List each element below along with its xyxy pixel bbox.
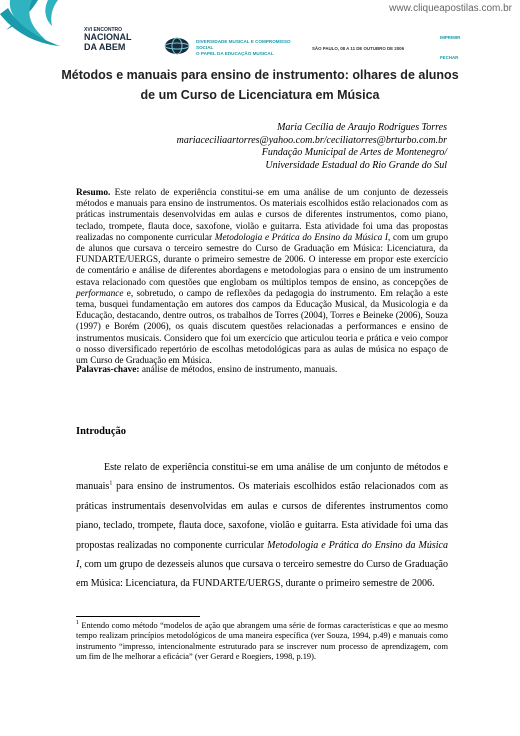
author-name: Maria Cecília de Araujo Rodrigues Torres [277,122,447,133]
abstract-course-name: Metodologia e Prática do Ensino da Música I [214,232,389,243]
intro-text-3: , com um grupo de dezesseis alunos que cursava o terceiro semestre do Curso de Graduação em Música: Licenciatura, da FUNDARTE/UERGS, durante o primeiro semestre de 2006. [76,559,448,590]
theme-line-1: DIVERSIDADE MUSICAL E COMPROMISSO SOCIAL [196,39,291,51]
keywords-label: Palavras-chave: [76,365,140,375]
author-block [177,122,447,172]
intro-text-1: Este relato de experiência constitui-se em uma análise de um conjunto de métodos e manuais [76,462,448,493]
paper-title-line-2: de um Curso de Licenciatura em Música [140,88,380,102]
section-heading-introducao: Introdução [76,426,126,437]
conference-header [0,0,520,58]
keywords-text: análise de métodos, ensino de instrumento, manuais. [139,365,338,375]
abstract-text-2: , com um grupo de alunos que cursava o terceiro semestre do Curso de Graduação em Música: Licenciatura, da FUNDARTE/UERGS, durante o primeiro semestre de 2006. O interesse em propor este exercício de comentário e análise de diferentes abordagens e metodologias para o ensino de um instrumento estava relacionado com questões que englobam os múltiplos tempos de ensino, as concepções de [76,232,448,288]
abem-logo-icon [0,0,90,58]
paper-title-line-1: Métodos e manuais para ensino de instrumento: olhares de alunos [61,68,459,82]
abstract [76,188,448,367]
event-name [84,28,150,52]
intro-paragraph [76,458,448,594]
event-line-2: NACIONAL [84,32,132,43]
footnote-reference[interactable]: 1 [109,481,113,488]
author-affiliation-2: Universidade Estadual do Rio Grande do Sul [265,159,447,171]
abstract-performance-term: performance [76,288,124,299]
abstract-text-1: Este relato de experiência constitui-se em uma análise de um conjunto de dezesseis métodos e manuais para ensino de instrumentos. Os materiais escolhidos estão relacionados com as práticas instrumentais desenvolvidas em aulas e cursos de diferentes instrumentos, como piano, teclado, trompete, flauta doce, saxofone, violão e guitarra. Esta atividade foi uma das propostas realizadas no componente curricular [76,188,448,243]
print-button[interactable]: IMPRIMIR [440,35,461,40]
conference-theme [196,39,306,58]
event-line-3: DA ABEM [84,41,126,52]
author-affiliation-1: Fundação Municipal de Artes de Montenegro/ [261,147,447,158]
theme-line-2: O PAPEL DA EDUCAÇÃO MUSICAL [196,51,274,57]
footnote-mark: 1 [76,620,79,627]
site-watermark: www.cliqueapostilas.com.br [389,3,512,14]
abstract-text-3: e, sobretudo, o campo de reflexões da pedagogia do instrumento. Em relação a este tema, busquei fundamentação em autores dos campos da Educação Musical, da Musicologia e da Educação, destacando, dentre outros, os trabalhos de Torres (2004), Torres e Beineke (2006), Souza (1997) e Borém (2006), os quais discutem questões relacionadas a performances e ensino de instrumentos musicais. Considero que foi um exercício que articulou teoria e prática e veio compor o nosso diversificado repertório de escolhas metodológicas para as aulas de música no espaço de um Curso de Graduação em Música. [76,288,448,367]
footnote-text: Entendo como método “modelos de ação que abrangem uma série de formas características e que ao mesmo tempo realizam princípios metodológicos de uma maneira específica (ver Souza, 1994, p.49) e manuais como instrumento “impresso, intencionalmente estruturado para se inscrever num processo de aprendizagem, com um fim de lhe melhorar a eficácia” (ver Gerard e Roegiers, 1998, p.19). [76,621,448,662]
globe-icon [164,37,190,55]
author-emails[interactable]: mariaceciliaartorres@yahoo.com.br/ceciliatorres@brturbo.com.br [176,134,447,146]
keywords [76,365,448,375]
intro-course-name: Metodologia e Prática do Ensino da Música I [76,539,448,571]
footnote-divider [76,616,200,617]
intro-text-2: para ensino de instrumentos. Os materiais escolhidos estão relacionados com as práticas instrumentais desenvolvidas em aulas e cursos de diferentes instrumentos como piano, teclado, trompete, flauta doce, saxofone, violão e guitarra. Esta atividade foi uma das propostas realizadas no componente curricular [76,481,448,551]
close-button[interactable]: FECHAR [440,55,459,60]
event-line-1: XVI ENCONTRO [84,27,123,33]
abstract-label: Resumo. [76,188,111,198]
footnote [76,621,448,663]
conference-date: SÃO PAULO, 08 A 11 DE OUTUBRO DE 2006 [312,46,405,51]
